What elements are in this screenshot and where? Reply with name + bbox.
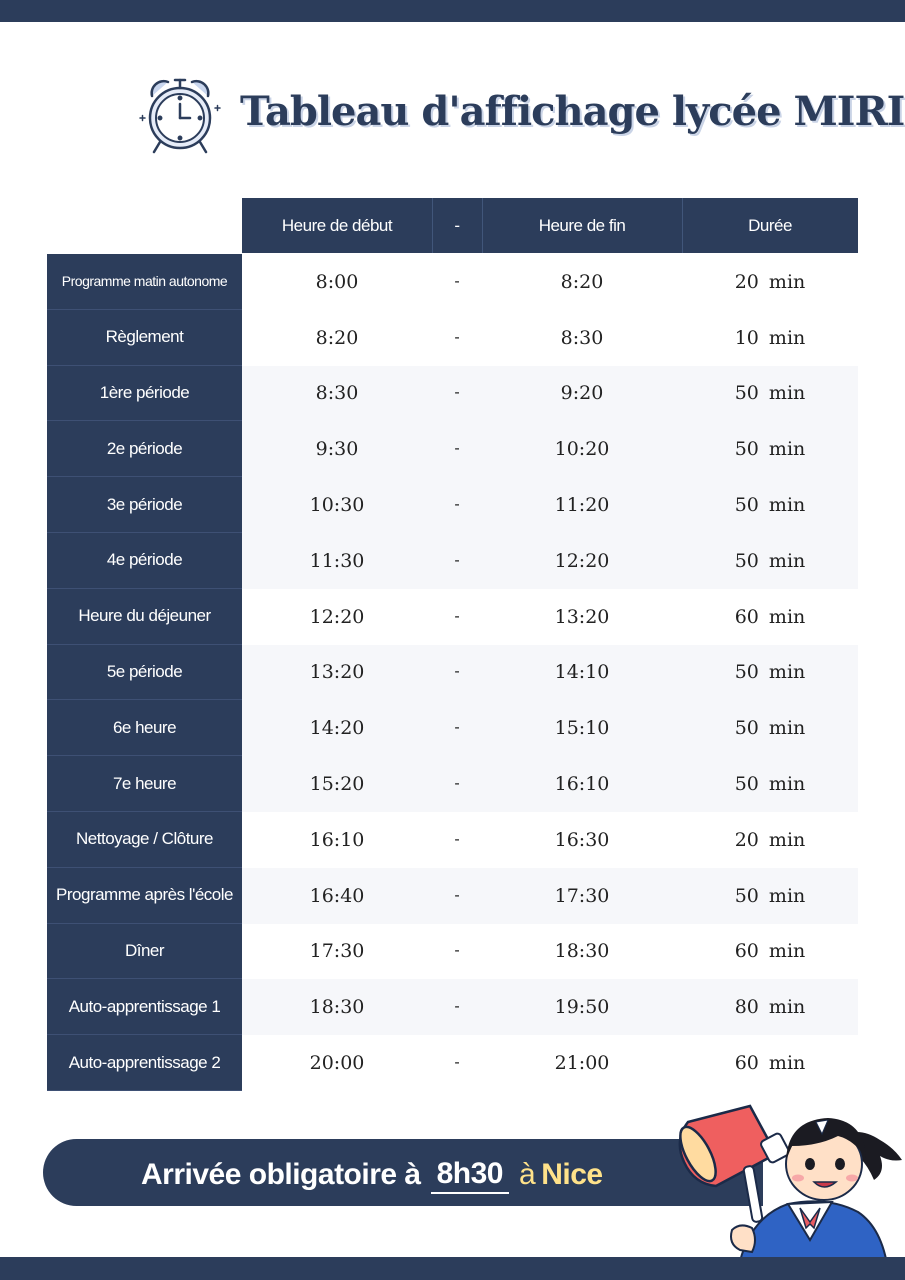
end-time: 12:20 (554, 549, 610, 572)
start-time: 17:30 (309, 940, 365, 963)
row-label: Dîner (47, 924, 242, 980)
megaphone-girl-illustration (668, 1100, 905, 1270)
dash: - (454, 384, 460, 402)
table-row (47, 700, 858, 756)
dash: - (454, 719, 460, 737)
dash: - (454, 942, 460, 960)
start-time: 9:30 (315, 438, 359, 461)
dash: - (454, 830, 460, 848)
dash: - (454, 998, 460, 1016)
table-row (47, 868, 858, 924)
dash: - (454, 775, 460, 793)
duration: 10 min (734, 326, 806, 349)
row-label: Auto-apprentissage 2 (47, 1035, 242, 1091)
duration: 60 min (734, 940, 806, 963)
duration: 50 min (734, 438, 806, 461)
end-time: 16:30 (554, 828, 610, 851)
row-label: 5e période (47, 645, 242, 701)
header-divider (482, 198, 483, 253)
alarm-clock-icon (134, 68, 226, 160)
page-title: Tableau d'affichage lycée MIRI (240, 88, 905, 135)
table-row (47, 421, 858, 477)
start-time: 14:20 (309, 717, 365, 740)
start-time: 18:30 (309, 996, 365, 1019)
end-time: 8:30 (560, 326, 604, 349)
end-time: 16:10 (554, 773, 610, 796)
row-label: 3e période (47, 477, 242, 533)
dash: - (454, 496, 460, 514)
dash: - (454, 440, 460, 458)
dash: - (454, 607, 460, 625)
table-row (47, 645, 858, 701)
table-row (47, 533, 858, 589)
row-label: Règlement (47, 310, 242, 366)
dash: - (454, 886, 460, 904)
duration: 20 min (734, 828, 806, 851)
table-row (47, 477, 858, 533)
duration: 20 min (734, 270, 806, 293)
duration: 50 min (734, 661, 806, 684)
row-label: Programme matin autonome (47, 254, 242, 310)
table-row (47, 924, 858, 980)
arrival-city: Nice (541, 1158, 603, 1191)
dash: - (454, 328, 460, 346)
end-time: 14:10 (554, 661, 610, 684)
start-time: 8:00 (315, 270, 359, 293)
bottom-bar (0, 1257, 905, 1280)
schedule-table (47, 254, 858, 1091)
dash: - (454, 272, 460, 290)
end-time: 8:20 (560, 270, 604, 293)
arrival-banner-text (141, 1152, 603, 1198)
end-time: 10:20 (554, 438, 610, 461)
dash: - (454, 551, 460, 569)
duration: 80 min (734, 996, 806, 1019)
start-time: 16:10 (309, 828, 365, 851)
end-time: 18:30 (554, 940, 610, 963)
header-divider (432, 198, 433, 253)
row-label: Programme après l'école (47, 868, 242, 924)
row-label: Nettoyage / Clôture (47, 812, 242, 868)
start-time: 8:20 (315, 326, 359, 349)
arrival-time: 8h30 (431, 1156, 509, 1194)
table-row (47, 1035, 858, 1091)
row-label: 4e période (47, 533, 242, 589)
dash: - (454, 663, 460, 681)
row-label: 1ère période (47, 366, 242, 422)
table-row (47, 979, 858, 1035)
duration: 50 min (734, 773, 806, 796)
header-dash: - (432, 198, 482, 253)
header-end-time: Heure de fin (482, 198, 682, 253)
end-time: 15:10 (554, 717, 610, 740)
table-row (47, 756, 858, 812)
start-time: 8:30 (315, 382, 359, 405)
row-label: 2e période (47, 421, 242, 477)
table-row (47, 254, 858, 310)
header-duration: Durée (682, 198, 858, 253)
banner-connector: à (519, 1158, 536, 1191)
table-row (47, 589, 858, 645)
duration: 50 min (734, 382, 806, 405)
end-time: 9:20 (560, 382, 604, 405)
table-row (47, 310, 858, 366)
banner-prefix: Arrivée obligatoire à (141, 1158, 421, 1191)
end-time: 11:20 (554, 494, 610, 517)
header-start-time: Heure de début (242, 198, 432, 253)
duration: 60 min (734, 1052, 806, 1075)
end-time: 21:00 (554, 1052, 610, 1075)
dash: - (454, 1054, 460, 1072)
start-time: 13:20 (309, 661, 365, 684)
start-time: 16:40 (309, 884, 365, 907)
table-row (47, 366, 858, 422)
end-time: 17:30 (554, 884, 610, 907)
top-bar (0, 0, 905, 22)
duration: 50 min (734, 549, 806, 572)
row-label: 7e heure (47, 756, 242, 812)
start-time: 10:30 (309, 494, 365, 517)
start-time: 12:20 (309, 605, 365, 628)
start-time: 20:00 (309, 1052, 365, 1075)
row-label: Heure du déjeuner (47, 589, 242, 645)
end-time: 13:20 (554, 605, 610, 628)
header-divider (682, 198, 683, 253)
start-time: 15:20 (309, 773, 365, 796)
duration: 50 min (734, 717, 806, 740)
table-row (47, 812, 858, 868)
row-label: Auto-apprentissage 1 (47, 979, 242, 1035)
row-label: 6e heure (47, 700, 242, 756)
duration: 60 min (734, 605, 806, 628)
end-time: 19:50 (554, 996, 610, 1019)
start-time: 11:30 (309, 549, 365, 572)
duration: 50 min (734, 884, 806, 907)
duration: 50 min (734, 494, 806, 517)
